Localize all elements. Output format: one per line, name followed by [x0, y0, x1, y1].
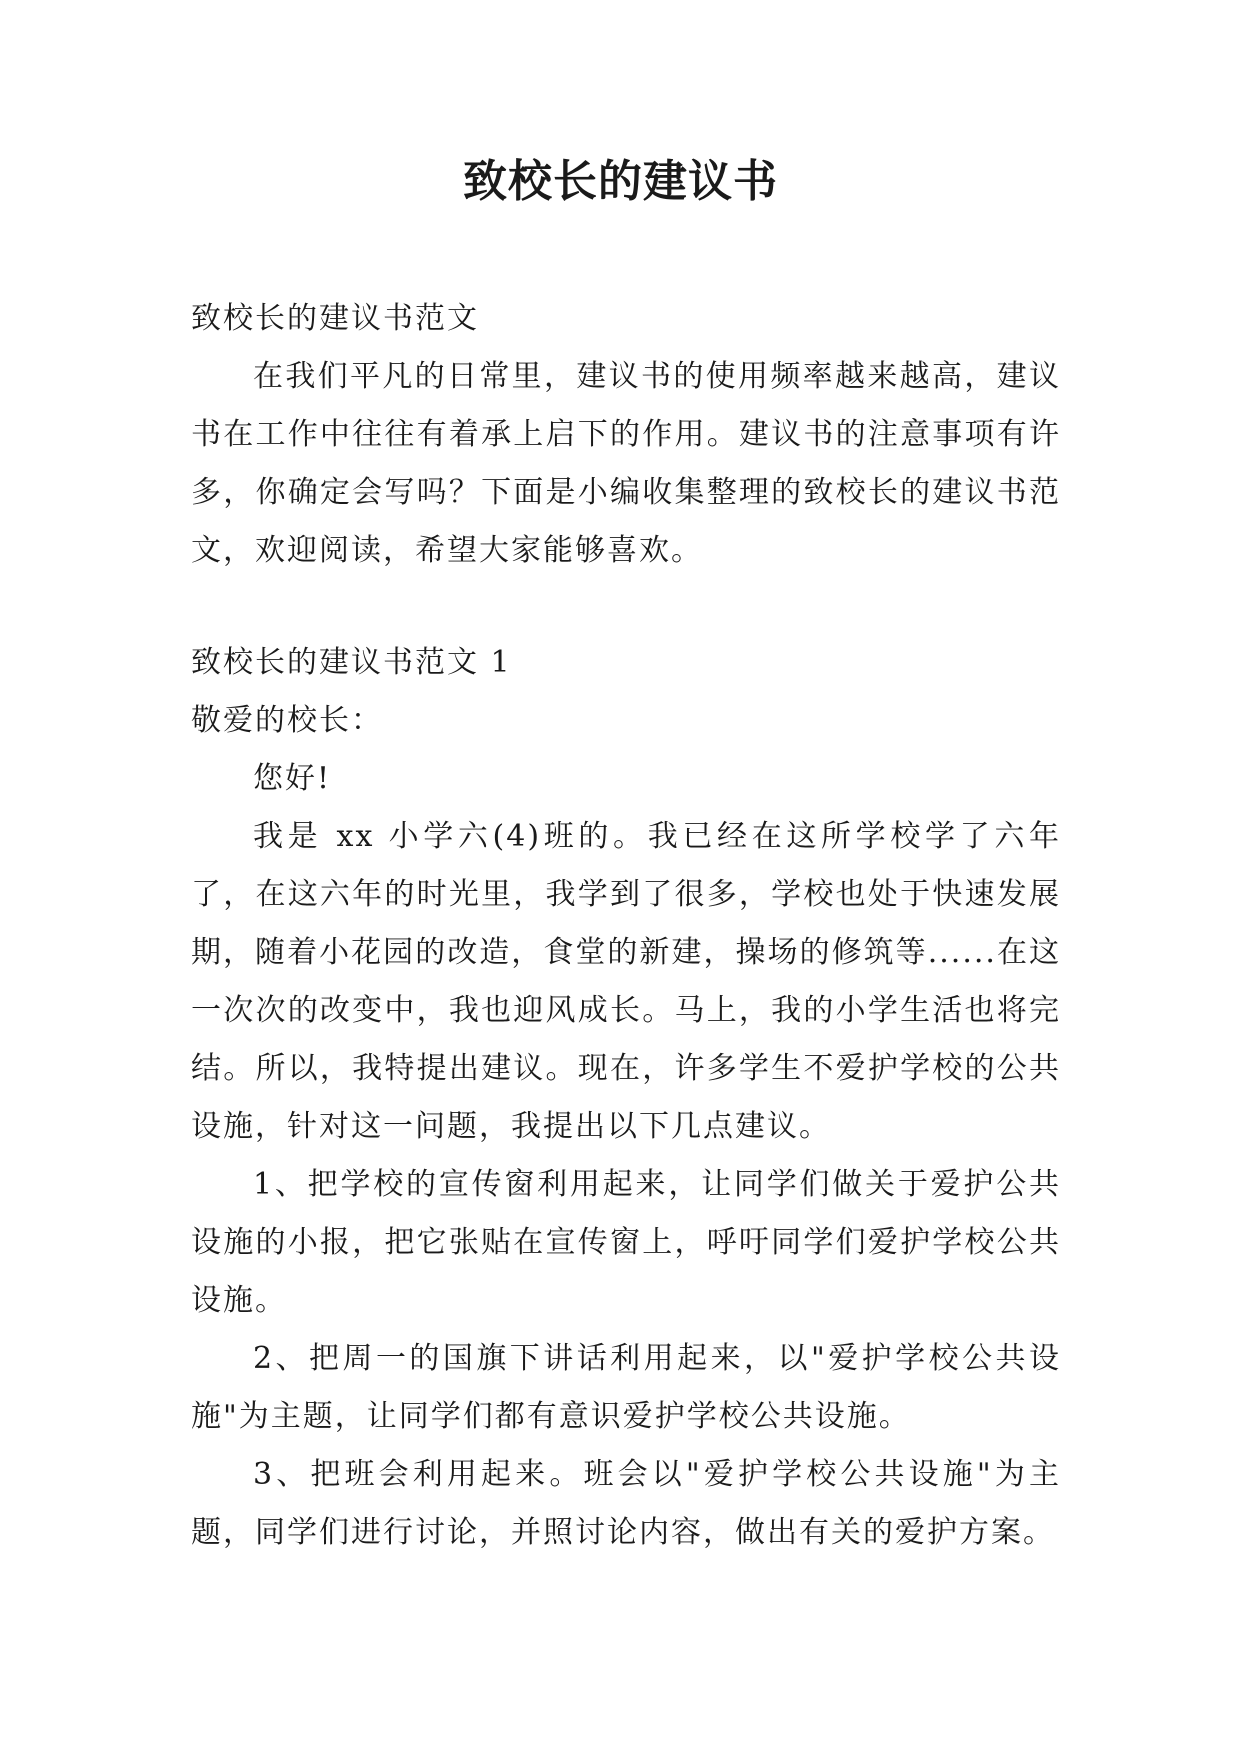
salutation: 敬爱的校长： [191, 703, 383, 738]
intro-paragraph: 在我们平凡的日常里，建议书的使用频率越来越高，建议书在工作中往往有着承上启下的作用。建议书的注意事项有许多，你确定会写吗？下面是小编收集整理的致校长的建议书范文，欢迎阅读，希望大家能够喜欢。 [191, 359, 1061, 568]
section-heading: 致校长的建议书范文 1 [191, 645, 512, 680]
section-gap [191, 580, 1061, 634]
greeting: 您好! [253, 761, 332, 796]
document-body [191, 290, 1061, 1562]
body-paragraph: 我是 xx 小学六(4)班的。我已经在这所学校学了六年了，在这六年的时光里，我学到了很多，学校也处于快速发展期，随着小花园的改造，食堂的新建，操场的修筑等......在这一次次的改变中，我也迎风成长。马上，我的小学生活也将完结。所以，我特提出建议。现在，许多学生不爱护学校的公共设施，针对这一问题，我提出以下几点建议。 [191, 819, 1061, 1144]
suggestion-3: 3、把班会利用起来。班会以"爱护学校公共设施"为主题，同学们进行讨论，并照讨论内容，做出有关的爱护方案。 [191, 1457, 1061, 1550]
subtitle: 致校长的建议书范文 [191, 301, 479, 336]
suggestion-1: 1、把学校的宣传窗利用起来，让同学们做关于爱护公共设施的小报，把它张贴在宣传窗上，呼吁同学们爱护学校公共设施。 [191, 1167, 1061, 1318]
page-title: 致校长的建议书 [463, 156, 778, 207]
suggestion-2: 2、把周一的国旗下讲话利用起来，以"爱护学校公共设施"为主题，让同学们都有意识爱护学校公共设施。 [191, 1341, 1061, 1434]
